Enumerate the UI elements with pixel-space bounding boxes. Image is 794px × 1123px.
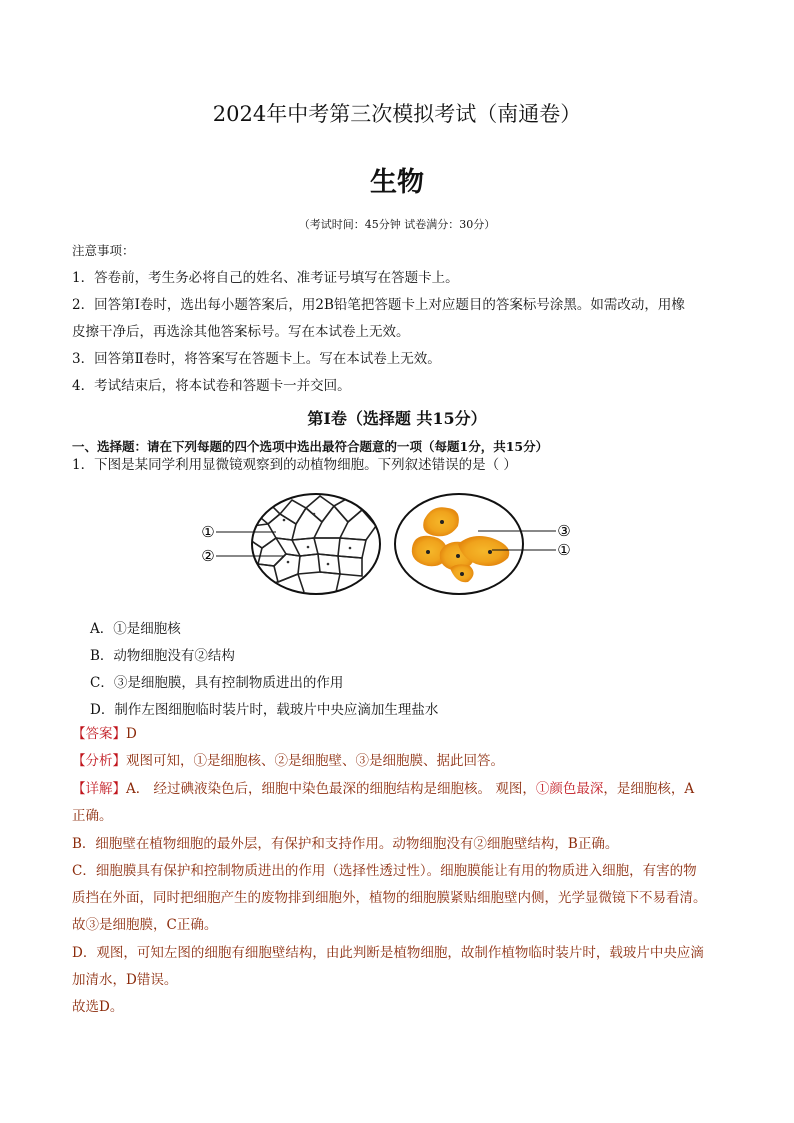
subject-title: 生物: [370, 167, 424, 198]
detail-d-2: 加清水，D错误。: [72, 972, 178, 988]
note-item: 4．考试结束后，将本试卷和答题卡一并交回。: [72, 378, 351, 394]
detail-c-2: 质挡在外面，同时把细胞产生的废物排到细胞外，植物的细胞膜紧贴细胞壁内侧，光学显微镜下不易看清。: [72, 890, 707, 906]
exam-title: 2024年中考第三次模拟考试（南通卷）: [212, 102, 582, 126]
answer-value: D: [126, 726, 137, 742]
detail-line: [72, 779, 732, 799]
svg-text:②: ②: [201, 547, 215, 565]
section-heading: 第Ⅰ卷（选择题 共15分）: [307, 409, 487, 428]
detail-a-end: ，是细胞核，A: [603, 781, 695, 797]
detail-a-text: A． 经过碘液染色后，细胞中染色最深的细胞结构是细胞核。 观图，: [126, 781, 536, 797]
detail-c-3: 故③是细胞膜，C正确。: [72, 917, 218, 933]
analysis-tag: 【分析】: [72, 753, 126, 769]
svg-text:③: ③: [557, 522, 571, 540]
label-left-bottom: [201, 547, 216, 565]
time-info: （考试时间：45分钟 试卷满分：30分）: [298, 218, 496, 231]
cell-figure: [196, 492, 596, 596]
animal-cell-diagram: [395, 494, 556, 594]
svg-text:①: ①: [557, 541, 571, 559]
option-a: A．①是细胞核: [90, 621, 181, 637]
note-item: 3．回答第Ⅱ卷时，将答案写在答题卡上。写在本试卷上无效。: [72, 351, 441, 367]
detail-c-1: C．细胞膜具有保护和控制物质进出的作用（选择性透过性）。细胞膜能让有用的物质进入细胞，有害的物: [72, 863, 697, 879]
note-item: 2．回答第Ⅰ卷时，选出每小题答案后，用2B铅笔把答题卡上对应题目的答案标号涂黑。如需改动，用橡: [72, 297, 685, 313]
analysis-line: [72, 751, 732, 771]
notes-heading: 注意事项：: [72, 243, 135, 258]
label-right-top: [557, 522, 572, 540]
conclusion: 故选D。: [72, 999, 124, 1015]
label-left-top: [201, 523, 216, 541]
answer-line: [72, 724, 732, 744]
option-c: C．③是细胞膜，具有控制物质进出的作用: [90, 675, 344, 691]
analysis-text: 观图可知，①是细胞核、②是细胞壁、③是细胞膜、据此回答。: [126, 753, 504, 769]
svg-text:①: ①: [201, 523, 215, 541]
part-heading: 一、选择题：请在下列每题的四个选项中选出最符合题意的一项（每题1分，共15分）: [72, 439, 549, 454]
detail-a-cont: 正确。: [72, 808, 113, 824]
detail-d-1: D．观图，可知左图的细胞有细胞壁结构，由此判断是植物细胞，故制作植物临时装片时，载玻片中央应滴: [72, 945, 704, 961]
option-d: D．制作左图细胞临时装片时，载玻片中央应滴加生理盐水: [90, 702, 439, 718]
option-b: B．动物细胞没有②结构: [90, 648, 235, 664]
note-item: 1．答卷前，考生务必将自己的姓名、准考证号填写在答题卡上。: [72, 270, 459, 286]
detail-a-emphasis: ①颜色最深: [535, 781, 604, 797]
note-item: 皮擦干净后，再选涂其他答案标号。写在本试卷上无效。: [72, 324, 410, 340]
label-right-bottom: [557, 541, 572, 559]
detail-b: B．细胞壁在植物细胞的最外层，有保护和支持作用。动物细胞没有②细胞壁结构，B正确。: [72, 836, 619, 852]
answer-tag: 【答案】: [72, 726, 126, 742]
question-stem: 1．下图是某同学利用显微镜观察到的动植物细胞。下列叙述错误的是（ ）: [72, 457, 517, 473]
detail-tag: 【详解】: [72, 781, 126, 797]
plant-cell-diagram: [216, 494, 380, 594]
